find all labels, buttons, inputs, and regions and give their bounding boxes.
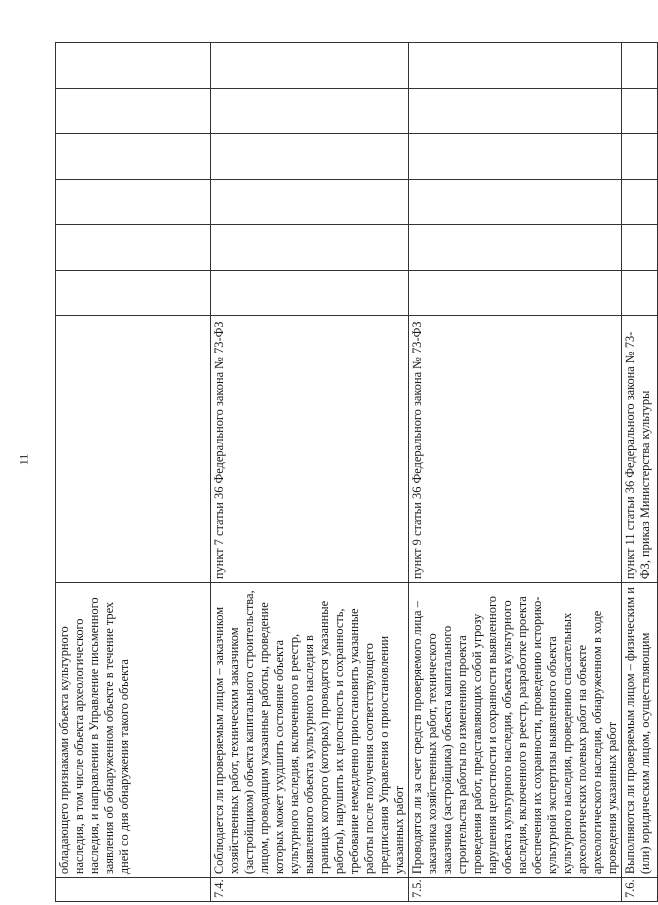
legal-basis: пункт 7 статьи 36 Федерального закона № 73-ФЗ — [211, 316, 409, 583]
table-row — [56, 43, 211, 902]
notes-cell — [56, 43, 211, 89]
answer-cell-extra — [211, 88, 409, 134]
question-text: Проводятся ли за счет средств проверяемого лица – заказчика хозяйственных работ, технического заказчика (застройщика) объекта капитального строительства работы по изменению проекта проведения работ, представляющих собой угрозу нарушения целостности и сохранности выявленного объекта культурного наследия, объекта культурного наследия, включенного в реестр, разработке проекта обеспечения их сохранности, проведению историко-культурной экспертизы выявленного объекта культурного наследия, проведению спасательных археологических полевых работ на объекте археологического наследия, обнаруженном в ходе проведения указанных работ — [409, 583, 622, 878]
answer-cell-na — [211, 179, 409, 225]
answer-cell-na — [56, 179, 211, 225]
notes-cell — [622, 43, 658, 89]
checklist-table — [55, 42, 658, 902]
row-number: 7.6. — [622, 878, 658, 902]
answer-cell-extra — [622, 134, 658, 180]
answer-cell-yes — [622, 270, 658, 316]
answer-cell-yes — [409, 270, 622, 316]
answer-cell-extra — [409, 134, 622, 180]
notes-cell — [211, 43, 409, 89]
table-row — [409, 43, 622, 902]
answer-cell-yes — [211, 270, 409, 316]
answer-cell-extra — [211, 134, 409, 180]
rotated-page-content — [55, 42, 652, 902]
page-number: 11 — [16, 453, 31, 466]
answer-cell-no — [56, 225, 211, 271]
question-text: обладающего признаками объекта культурного наследия, в том числе объекта археологического наследия, и направлении в Управление письменного заявления об обнаруженном объекте в течение трех дней со дня обнаружения такого объекта — [56, 583, 211, 878]
row-number: 7.4. — [211, 878, 409, 902]
legal-basis — [56, 316, 211, 583]
answer-cell-yes — [56, 270, 211, 316]
answer-cell-no — [409, 225, 622, 271]
answer-cell-extra — [56, 88, 211, 134]
answer-cell-no — [211, 225, 409, 271]
row-number — [56, 878, 211, 902]
legal-basis: пункт 9 статьи 36 Федерального закона № 73-ФЗ — [409, 316, 622, 583]
row-number: 7.5. — [409, 878, 622, 902]
table-row — [211, 43, 409, 902]
answer-cell-na — [409, 179, 622, 225]
table-row — [622, 43, 658, 902]
answer-cell-extra — [56, 134, 211, 180]
legal-basis: пункт 11 статьи 36 Федерального закона № 73-ФЗ, приказ Министерства культуры — [622, 316, 658, 583]
question-text: Соблюдается ли проверяемым лицом – заказчиком хозяйственных работ, техническим заказчиком (застройщиком) объекта капитального строительства, лицом, проводящим указанные работы, проведение которых может ухудшить состояние объекта культурного наследия, включенного в реестр, выявленного объекта культурного наследия в границах которого (которых) проводятся указанные работы), нарушить их целостность и сохранность, требование немедленно приостановить указанные работы после получения соответствующего предписания Управления о приостановлении указанных работ — [211, 583, 409, 878]
answer-cell-no — [622, 225, 658, 271]
answer-cell-extra — [622, 88, 658, 134]
question-text: Выполняются ли проверяемым лицом – физическим и (или) юридическим лицом, осуществляющим — [622, 583, 658, 878]
notes-cell — [409, 43, 622, 89]
answer-cell-extra — [409, 88, 622, 134]
answer-cell-na — [622, 179, 658, 225]
